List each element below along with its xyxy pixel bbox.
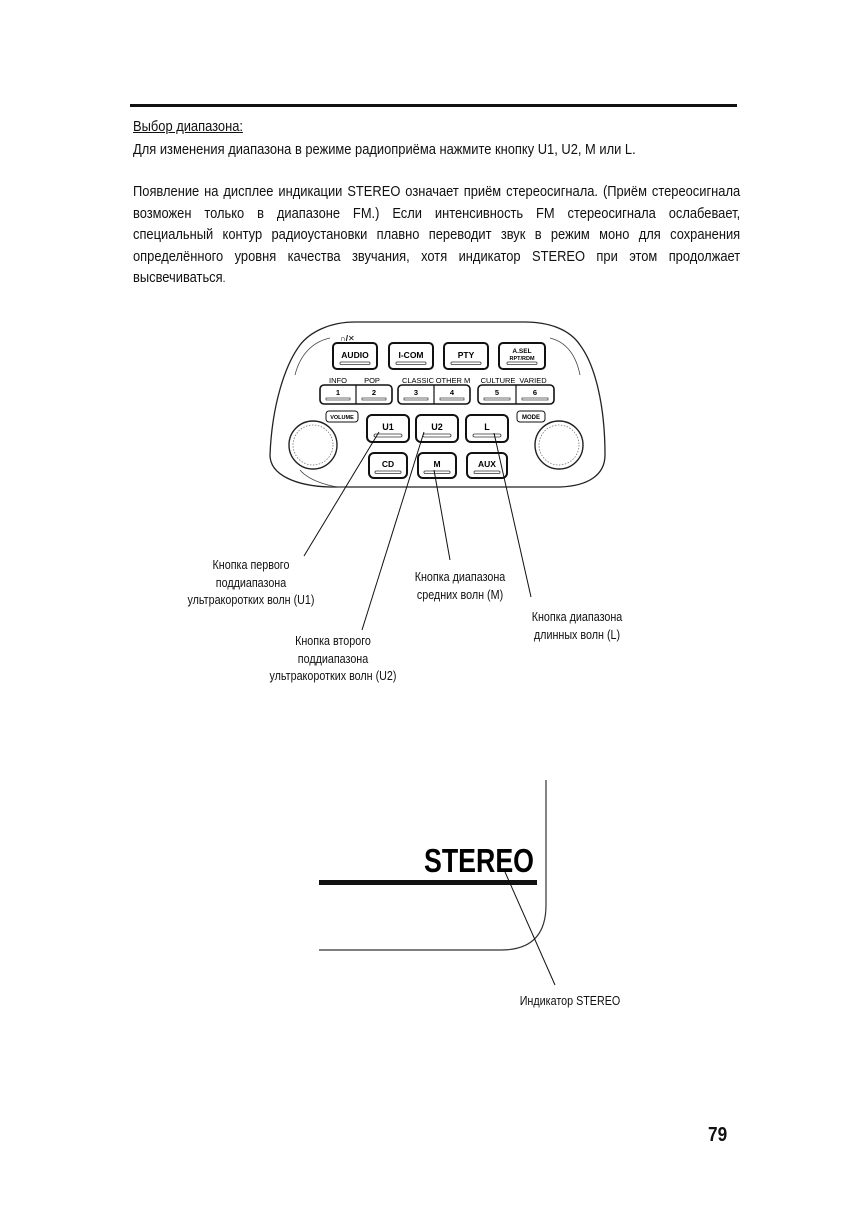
- svg-text:L: L: [484, 422, 490, 432]
- svg-text:U1: U1: [382, 422, 394, 432]
- preset-label-other: OTHER M: [435, 376, 471, 385]
- svg-text:M: M: [433, 459, 441, 469]
- preset-label-pop: POP: [364, 376, 380, 385]
- svg-text:PTY: PTY: [457, 350, 475, 360]
- mode-label-box: [517, 411, 545, 422]
- svg-text:I-COM: I-COM: [398, 350, 424, 360]
- m-button: [418, 453, 456, 478]
- paragraph-stereo-end: .: [222, 271, 226, 285]
- svg-text:U2: U2: [431, 422, 443, 432]
- callout-line-m: [434, 470, 450, 560]
- preset-group-1-2: [320, 385, 392, 404]
- mode-knob: [535, 421, 583, 469]
- cd-button: [369, 453, 407, 478]
- icom-button: [389, 343, 433, 369]
- svg-text:MODE: MODE: [522, 415, 540, 421]
- display-bar: [319, 880, 537, 885]
- svg-text:RPT/RDM: RPT/RDM: [509, 356, 535, 362]
- panel-inner-ridge: [295, 338, 330, 375]
- svg-text:VOLUME: VOLUME: [330, 415, 354, 421]
- svg-text:3: 3: [413, 388, 419, 397]
- volume-label-box: [326, 411, 358, 422]
- preset-label-varied: VARIED: [519, 376, 547, 385]
- u1-button: [367, 415, 409, 442]
- callout-line-stereo: [505, 872, 555, 985]
- section-heading: Выбор диапазона:: [133, 118, 243, 135]
- callout-m: Кнопка диапазона средних волн (M): [414, 570, 506, 602]
- page-number: 79: [708, 1124, 728, 1146]
- volume-knob: [289, 421, 337, 469]
- callout-u2: Кнопка второго поддиапазона ультракоротких волн (U2): [269, 634, 397, 683]
- svg-text:CD: CD: [381, 459, 395, 469]
- pty-button: [444, 343, 488, 369]
- preset-group-3-4: [398, 385, 470, 404]
- stereo-indicator-text: STEREO: [424, 842, 534, 879]
- paragraph-stereo-text: Появление на дисплее индикации STEREO означает приём стереосигнала. (Приём стереосигнала возможен только в диапазоне FM.) Если интенсивность FM стереосигнала ослабевает, специальный контур радиоустановки плавно переводит звук в режим моно для сохранения определённого уровня качества звучания, хотя индикатор STEREO при этом продолжает высвечиваться: [133, 183, 741, 286]
- svg-text:6: 6: [532, 388, 538, 397]
- svg-text:AUX: AUX: [478, 459, 496, 469]
- callout-u1: Кнопка первого поддиапазона ультракоротких волн (U1): [187, 558, 315, 607]
- callout-l: Кнопка диапазона длинных волн (L): [531, 610, 623, 642]
- svg-text:5: 5: [494, 388, 500, 397]
- svg-text:A.SEL: A.SEL: [512, 348, 532, 355]
- headphone-mute-icon: ∩/✕: [340, 334, 355, 343]
- stereo-indicator-label: Индикатор STEREO: [519, 994, 621, 1008]
- preset-label-info: INFO: [329, 376, 347, 385]
- audio-button: [333, 343, 377, 369]
- paragraph-band-select: Для изменения диапазона в режиме радиоприёма нажмите кнопку U1, U2, M или L.: [133, 141, 636, 158]
- l-button: [466, 415, 508, 442]
- svg-text:AUDIO: AUDIO: [341, 350, 369, 360]
- preset-label-culture: CULTURE: [480, 376, 516, 385]
- svg-text:4: 4: [449, 388, 455, 397]
- svg-text:1: 1: [335, 388, 341, 397]
- preset-group-5-6: [478, 385, 554, 404]
- svg-text:2: 2: [371, 388, 377, 397]
- asel-button: [499, 343, 545, 369]
- preset-label-classic: CLASSIC: [401, 376, 435, 385]
